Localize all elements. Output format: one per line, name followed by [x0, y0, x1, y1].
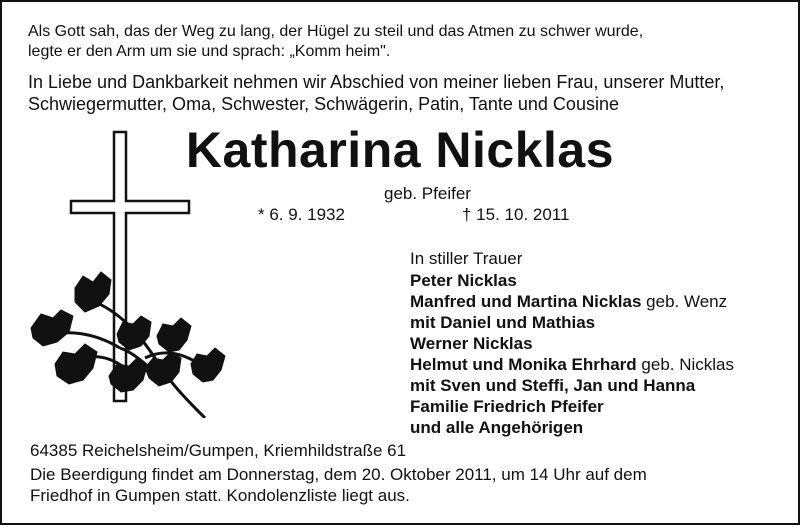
funeral-line-1: Die Beerdigung findet am Donnerstag, dem 20. Oktober 2011, um 14 Uhr auf dem: [30, 465, 647, 484]
mourner-line-8: und alle Angehörigen: [410, 418, 584, 437]
death-date: † 15. 10. 2011: [462, 205, 570, 224]
mourner-line-4: Werner Nicklas: [410, 334, 533, 353]
address: 64385 Reichelsheim/Gumpen, Kriemhildstraße 61: [30, 441, 407, 460]
cross-icon: [25, 128, 235, 418]
quote-line-1: Als Gott sah, das der Weg zu lang, der Hügel zu steil und das Atmen zu schwer wurde,: [28, 23, 644, 40]
quote-line-2: legte er den Arm um sie und sprach: „Komm heim".: [28, 43, 391, 60]
mourners-heading: In stiller Trauer: [410, 249, 523, 268]
intro-line-1: In Liebe und Dankbarkeit nehmen wir Abschied von meiner lieben Frau, unserer Mutter,: [28, 72, 725, 92]
mourner-line-7: Familie Friedrich Pfeifer: [410, 397, 604, 416]
ivy-leaves-icon: [31, 272, 225, 418]
deceased-name: Katharina Nicklas: [185, 122, 615, 178]
mourner-line-5: Helmut und Monika Ehrhard geb. Nicklas: [410, 355, 735, 374]
mourner-line-1: Peter Nicklas: [410, 271, 517, 290]
mourner-line-2: Manfred und Martina Nicklas geb. Wenz: [410, 292, 728, 311]
mourner-line-3: mit Daniel und Mathias: [410, 313, 596, 332]
mourner-line-6: mit Sven und Steffi, Jan und Hanna: [410, 376, 696, 395]
funeral-line-2: Friedhof in Gumpen statt. Kondolenzliste liegt aus.: [30, 486, 410, 505]
birth-date: * 6. 9. 1932: [258, 205, 345, 224]
intro-line-2: Schwiegermutter, Oma, Schwester, Schwägerin, Patin, Tante und Cousine: [28, 94, 619, 114]
maiden-name: geb. Pfeifer: [384, 184, 471, 203]
